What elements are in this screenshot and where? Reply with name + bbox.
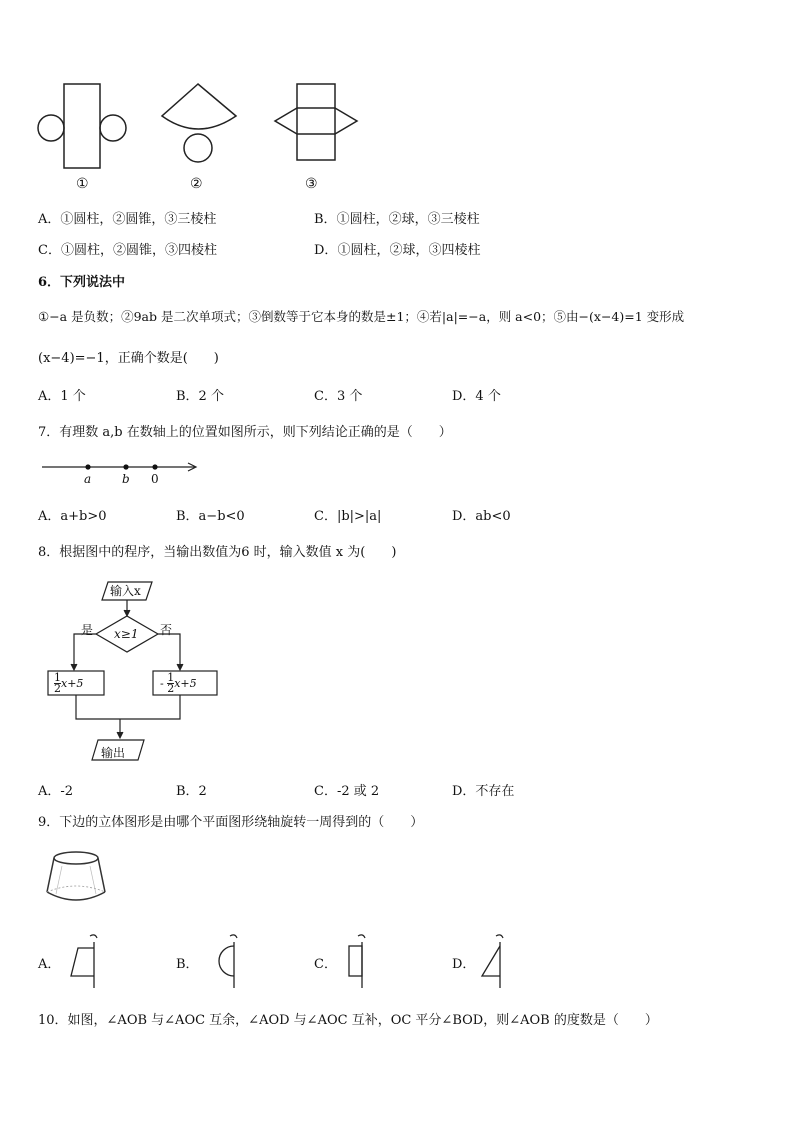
q5-option-a[interactable] <box>38 208 216 227</box>
option-letter: A． <box>38 957 61 972</box>
option-text: ①圆柱，②球，③三棱柱 <box>336 212 480 227</box>
option-text: ①圆柱，②球，③四棱柱 <box>337 243 481 258</box>
q7-number-line <box>40 459 200 487</box>
q5-figure-prism-net <box>272 82 362 167</box>
q6-line2: (x−4)=−1，正确个数是( ) <box>38 351 219 366</box>
q7-option-a[interactable]: A．a+b>0 <box>38 509 107 524</box>
option-letter: D． <box>314 243 338 258</box>
q9-option-c-shape <box>344 932 380 990</box>
q9-option-c[interactable] <box>314 953 337 972</box>
fraction-denominator: 2 <box>167 682 175 695</box>
q6-stem: 6．下列说法中 <box>38 275 126 290</box>
q8-option-a[interactable]: A．-2 <box>38 784 74 799</box>
q8-flow-output: 输出 <box>101 746 126 760</box>
box-expression: x+5 <box>61 677 84 690</box>
q9-option-a-shape <box>68 932 104 990</box>
q8-flow-condition: x≥1 <box>114 627 139 641</box>
q7-option-c[interactable]: C．|b|>|a| <box>314 509 382 524</box>
q7-axis-label-a: a <box>84 472 92 486</box>
option-text: ①圆柱，②圆锥，③四棱柱 <box>60 243 217 258</box>
q5-option-d[interactable] <box>314 239 480 258</box>
option-letter: C． <box>314 957 337 972</box>
q10-stem: 10．如图，∠AOB 与∠AOC 互余，∠AOD 与∠AOC 互补，OC 平分∠BOD，则∠AOB 的度数是（ ） <box>38 1013 658 1028</box>
option-letter: C． <box>38 243 61 258</box>
q6-option-a[interactable]: A．1 个 <box>38 389 86 404</box>
option-letter: B． <box>314 212 337 227</box>
q8-option-b[interactable]: B．2 <box>176 784 207 799</box>
q8-flow-no: 否 <box>160 623 173 637</box>
q7-point-a <box>85 464 90 469</box>
q6-line1: ①−a 是负数；②9ab 是二次单项式；③倒数等于它本身的数是±1；④若|a|=−a，则 a<0；⑤由−(x−4)=1 变形成 <box>38 309 685 324</box>
q7-option-d[interactable]: D．ab<0 <box>452 509 511 524</box>
q9-option-b-shape <box>208 932 244 990</box>
q8-flow-right-box <box>160 673 197 694</box>
q9-option-d[interactable] <box>452 953 475 972</box>
q8-flow-input: 输入x <box>110 584 141 598</box>
q5-option-c[interactable] <box>38 239 217 258</box>
q7-point-zero <box>152 464 157 469</box>
q9-option-d-shape <box>478 932 514 990</box>
q7-option-b[interactable]: B．a−b<0 <box>176 509 245 524</box>
q9-option-a[interactable] <box>38 953 60 972</box>
box-expression: x+5 <box>174 677 197 690</box>
q8-flow-left-box <box>54 673 83 694</box>
q5-figure-cone-net <box>158 82 243 167</box>
option-letter: A． <box>38 212 61 227</box>
q6-option-d[interactable]: D．4 个 <box>452 389 501 404</box>
q7-axis-label-b: b <box>122 472 130 486</box>
q7-axis-label-zero: 0 <box>151 472 159 486</box>
q6-option-b[interactable]: B．2 个 <box>176 389 224 404</box>
fraction <box>54 673 61 694</box>
option-letter: D． <box>452 957 476 972</box>
q5-figure-cylinder-net <box>36 82 131 172</box>
fraction-denominator: 2 <box>54 682 61 695</box>
minus-sign: - <box>160 677 164 690</box>
fraction-numerator: 1 <box>54 671 61 684</box>
q6-option-c[interactable]: C．3 个 <box>314 389 363 404</box>
q5-figure-label-1: ① <box>76 176 89 192</box>
q8-stem: 8．根据图中的程序，当输出数值为6 时，输入数值 x 为( ) <box>38 545 397 560</box>
q5-option-b[interactable] <box>314 208 480 227</box>
fraction-numerator: 1 <box>167 671 175 684</box>
option-text: ①圆柱，②圆锥，③三棱柱 <box>60 212 217 227</box>
q8-option-d[interactable]: D．不存在 <box>452 784 515 799</box>
q7-stem: 7．有理数 a,b 在数轴上的位置如图所示，则下列结论正确的是（ ） <box>38 425 452 440</box>
q7-point-b <box>123 464 128 469</box>
q9-stem: 9．下边的立体图形是由哪个平面图形绕轴旋转一周得到的（ ） <box>38 815 424 830</box>
option-letter: B． <box>176 957 199 972</box>
q9-option-b[interactable] <box>176 953 199 972</box>
q8-flow-yes: 是 <box>81 623 94 637</box>
q9-frustum-figure <box>44 850 108 906</box>
q5-figure-label-3: ③ <box>305 176 318 192</box>
q8-option-c[interactable]: C．-2 或 2 <box>314 784 380 799</box>
q5-figure-label-2: ② <box>190 176 203 192</box>
